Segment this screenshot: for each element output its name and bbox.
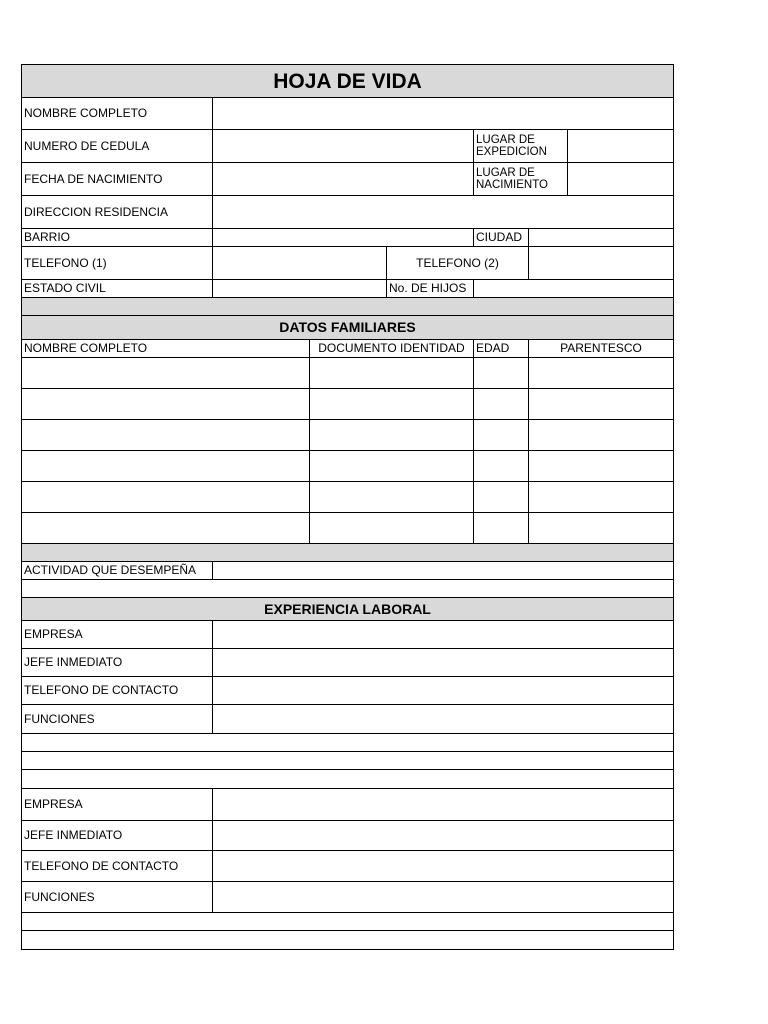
label-nombre-completo: NOMBRE COMPLETO (21, 97, 213, 130)
table-cell-parentesco[interactable] (528, 481, 674, 513)
table-cell-parentesco[interactable] (528, 450, 674, 482)
table-cell-documento[interactable] (309, 419, 474, 451)
blank-row[interactable] (21, 751, 674, 770)
table-cell-documento[interactable] (309, 450, 474, 482)
page-title: HOJA DE VIDA (21, 64, 674, 98)
section-spacer (21, 297, 674, 316)
field-telefono-2[interactable] (528, 246, 674, 280)
table-cell-edad[interactable] (473, 357, 529, 389)
table-cell-parentesco[interactable] (528, 388, 674, 420)
table-cell-parentesco[interactable] (528, 512, 674, 544)
field-no-hijos[interactable] (473, 279, 674, 298)
label-lugar-nacimiento: LUGAR DE NACIMIENTO (473, 162, 568, 196)
label-direccion-residencia: DIRECCION RESIDENCIA (21, 195, 213, 229)
table-cell-nombre[interactable] (21, 481, 310, 513)
table-cell-documento[interactable] (309, 512, 474, 544)
label-numero-cedula: NUMERO DE CEDULA (21, 129, 213, 163)
field-lugar-nacimiento[interactable] (567, 162, 674, 196)
label-telefono-contacto: TELEFONO DE CONTACTO (21, 676, 213, 705)
label-funciones: FUNCIONES (21, 704, 213, 734)
table-cell-nombre[interactable] (21, 512, 310, 544)
field-funciones[interactable] (212, 881, 674, 913)
field-direccion-residencia[interactable] (212, 195, 674, 229)
blank-row[interactable] (21, 930, 674, 950)
field-empresa[interactable] (212, 788, 674, 821)
section-title-datos-familiares: DATOS FAMILIARES (21, 315, 674, 340)
label-ciudad: CIUDAD (473, 228, 529, 247)
field-telefono-contacto[interactable] (212, 850, 674, 882)
field-telefono-1[interactable] (212, 246, 387, 280)
label-fecha-nacimiento: FECHA DE NACIMIENTO (21, 162, 213, 196)
label-telefono-1: TELEFONO (1) (21, 246, 213, 280)
table-cell-edad[interactable] (473, 512, 529, 544)
label-actividad: ACTIVIDAD QUE DESEMPEÑA (21, 561, 213, 580)
field-jefe-inmediato[interactable] (212, 648, 674, 677)
field-nombre-completo[interactable] (212, 97, 674, 130)
table-cell-edad[interactable] (473, 450, 529, 482)
label-no-hijos: No. DE HIJOS (386, 279, 474, 298)
table-cell-nombre[interactable] (21, 450, 310, 482)
table-cell-documento[interactable] (309, 388, 474, 420)
table-cell-nombre[interactable] (21, 419, 310, 451)
field-telefono-contacto[interactable] (212, 676, 674, 705)
table-cell-nombre[interactable] (21, 388, 310, 420)
label-jefe-inmediato: JEFE INMEDIATO (21, 648, 213, 677)
label-funciones: FUNCIONES (21, 881, 213, 913)
table-cell-edad[interactable] (473, 419, 529, 451)
column-header-documento: DOCUMENTO IDENTIDAD (309, 339, 474, 358)
label-barrio: BARRIO (21, 228, 213, 247)
field-barrio[interactable] (212, 228, 474, 247)
label-empresa: EMPRESA (21, 620, 213, 649)
blank-row (21, 579, 674, 598)
column-header-nombre: NOMBRE COMPLETO (21, 339, 310, 358)
blank-row[interactable] (21, 769, 674, 789)
label-telefono-2: TELEFONO (2) (386, 246, 529, 280)
field-jefe-inmediato[interactable] (212, 820, 674, 851)
blank-row[interactable] (21, 912, 674, 931)
label-telefono-contacto: TELEFONO DE CONTACTO (21, 850, 213, 882)
field-empresa[interactable] (212, 620, 674, 649)
field-lugar-expedicion[interactable] (567, 129, 674, 163)
field-ciudad[interactable] (528, 228, 674, 247)
field-numero-cedula[interactable] (212, 129, 474, 163)
column-header-edad: EDAD (473, 339, 529, 358)
label-lugar-expedicion: LUGAR DE EXPEDICION (473, 129, 568, 163)
hoja-de-vida-form (22, 65, 674, 951)
table-cell-documento[interactable] (309, 357, 474, 389)
table-cell-edad[interactable] (473, 388, 529, 420)
field-actividad[interactable] (212, 561, 674, 580)
table-cell-nombre[interactable] (21, 357, 310, 389)
field-estado-civil[interactable] (212, 279, 387, 298)
table-cell-documento[interactable] (309, 481, 474, 513)
table-cell-parentesco[interactable] (528, 419, 674, 451)
field-funciones[interactable] (212, 704, 674, 734)
table-cell-parentesco[interactable] (528, 357, 674, 389)
section-title-experiencia-laboral: EXPERIENCIA LABORAL (21, 597, 674, 621)
section-spacer (21, 543, 674, 562)
label-estado-civil: ESTADO CIVIL (21, 279, 213, 298)
column-header-parentesco: PARENTESCO (528, 339, 674, 358)
blank-row[interactable] (21, 733, 674, 752)
label-jefe-inmediato: JEFE INMEDIATO (21, 820, 213, 851)
label-empresa: EMPRESA (21, 788, 213, 821)
field-fecha-nacimiento[interactable] (212, 162, 474, 196)
table-cell-edad[interactable] (473, 481, 529, 513)
